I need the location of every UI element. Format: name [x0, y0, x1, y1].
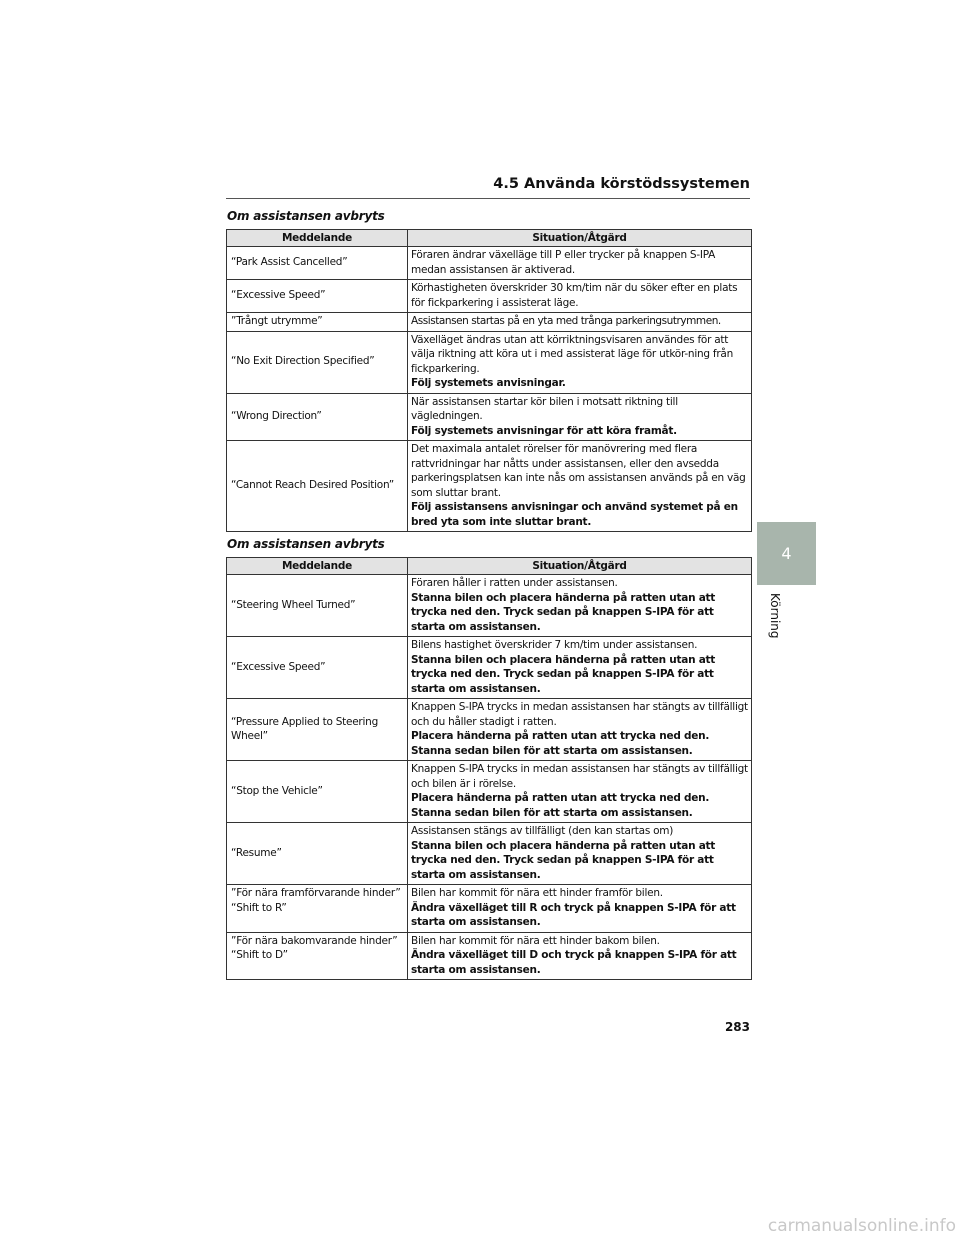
table-header-row	[227, 230, 752, 247]
message-cell	[227, 885, 408, 933]
page-number: 283	[724, 1020, 750, 1034]
situation-cell	[408, 885, 752, 933]
message-text: ”Trångt utrymme”	[231, 315, 323, 327]
message-cell	[227, 280, 408, 313]
message-table-1	[226, 229, 752, 532]
section-title-2: Om assistansen avbryts	[227, 537, 385, 551]
action-text: Stanna bilen och placera händerna på ratten utan att trycka ned den. Tryck sedan på knappen S-IPA för att starta om assistansen.	[411, 653, 716, 695]
message-text: “Excessive Speed”	[231, 660, 326, 673]
message-text: “Excessive Speed”	[231, 289, 326, 302]
action-text: Följ assistansens anvisningar och använd systemet på en bred yta som inte sluttar brant.	[411, 501, 738, 528]
situation-text: Bilen har kommit för nära ett hinder framför bilen.	[411, 887, 663, 899]
situation-text: Bilens hastighet överskrider 7 km/tim under assistansen.	[411, 639, 698, 651]
message-text: “Steering Wheel Turned”	[231, 598, 356, 611]
table-row	[227, 823, 752, 885]
message-cell	[227, 247, 408, 280]
message-cell	[227, 313, 408, 332]
situation-text: Det maximala antalet rörelser för manövrering med flera rattvridningar har nåtts under assistansen, eller den avsedda parkeringsplatsen kan inte nås om assistansen används på en väg som sluttar brant.	[411, 443, 746, 499]
situation-cell	[408, 393, 752, 441]
message-text: “Wrong Direction”	[231, 410, 322, 422]
message-text: “Pressure Applied to Steering Wheel”	[231, 715, 378, 742]
table-row	[227, 885, 752, 933]
situation-text: Bilen har kommit för nära ett hinder bakom bilen.	[411, 934, 660, 947]
watermark: carmanualsonline.info	[767, 1216, 956, 1236]
situation-text: Föraren håller i ratten under assistansen.	[411, 577, 618, 589]
column-header-message: Meddelande	[227, 230, 408, 247]
situation-cell	[408, 331, 752, 393]
message-cell	[227, 441, 408, 532]
situation-cell	[408, 637, 752, 699]
table-row	[227, 280, 752, 313]
column-header-situation: Situation/Åtgärd	[408, 558, 752, 575]
table-row	[227, 575, 752, 637]
situation-cell	[408, 575, 752, 637]
action-text: Placera händerna på ratten utan att trycka ned den. Stanna sedan bilen för att starta om assistansen.	[411, 730, 710, 757]
message-table-2	[226, 557, 752, 980]
situation-text: Assistansen stängs av tillfälligt (den kan startas om)	[411, 825, 674, 837]
table-row	[227, 699, 752, 761]
situation-text: När assistansen startar kör bilen i motsatt riktning till vägledningen.	[411, 395, 678, 422]
page-header-title: 4.5 Använda körstödssystemen	[493, 176, 750, 192]
message-text: ”För nära bakomvarande hinder” “Shift to D”	[231, 934, 398, 961]
situation-text: Föraren ändrar växelläge till P eller trycker på knappen S-IPA medan assistansen är aktiverad.	[411, 249, 716, 276]
message-cell	[227, 932, 408, 980]
chapter-label: Körning	[768, 593, 782, 639]
situation-cell	[408, 823, 752, 885]
table-row	[227, 441, 752, 532]
message-cell	[227, 637, 408, 699]
table-row	[227, 247, 752, 280]
message-text: “Resume”	[231, 846, 282, 859]
message-text: “Cannot Reach Desired Position”	[231, 479, 394, 492]
message-cell	[227, 575, 408, 637]
situation-cell	[408, 932, 752, 980]
message-cell	[227, 393, 408, 441]
action-text: Följ systemets anvisningar.	[411, 377, 566, 389]
situation-text: Assistansen startas på en yta med trånga parkeringsutrymmen.	[411, 315, 721, 327]
action-text: Stanna bilen och placera händerna på ratten utan att trycka ned den. Tryck sedan på knappen S-IPA för att starta om assistansen.	[411, 839, 716, 881]
header-divider	[226, 198, 750, 199]
message-text: ”För nära framförvarande hinder” “Shift to R”	[231, 887, 401, 914]
table-header-row	[227, 558, 752, 575]
chapter-number: 4	[781, 544, 792, 563]
message-cell	[227, 331, 408, 393]
message-cell	[227, 761, 408, 823]
table-row	[227, 637, 752, 699]
table-row	[227, 932, 752, 980]
situation-cell	[408, 247, 752, 280]
situation-cell	[408, 761, 752, 823]
situation-text: Körhastigheten överskrider 30 km/tim när du söker efter en plats för fickparkering i assisterat läge.	[411, 282, 738, 309]
section-title-1: Om assistansen avbryts	[227, 209, 385, 223]
situation-cell	[408, 441, 752, 532]
message-cell	[227, 699, 408, 761]
situation-text: Knappen S-IPA trycks in medan assistansen har stängts av tillfälligt och du håller stadigt i ratten.	[411, 701, 748, 728]
message-text: “Park Assist Cancelled”	[231, 256, 348, 269]
action-text: Ändra växelläget till D och tryck på knappen S-IPA för att starta om assistansen.	[411, 949, 737, 976]
message-text: “Stop the Vehicle”	[231, 784, 323, 797]
table-row	[227, 331, 752, 393]
situation-text: Växelläget ändras utan att körriktningsvisaren användes för att välja riktning att köra ut i med assisterat läge för utkör-ning från fickparkering.	[411, 333, 733, 375]
column-header-situation: Situation/Åtgärd	[408, 230, 752, 247]
table-row	[227, 393, 752, 441]
message-text: “No Exit Direction Specified”	[231, 355, 375, 368]
action-text: Ändra växelläget till R och tryck på knappen S-IPA för att starta om assistansen.	[411, 901, 736, 928]
table-row	[227, 313, 752, 332]
situation-cell	[408, 699, 752, 761]
action-text: Följ systemets anvisningar för att köra framåt.	[411, 424, 677, 437]
table-row	[227, 761, 752, 823]
action-text: Stanna bilen och placera händerna på ratten utan att trycka ned den. Tryck sedan på knappen S-IPA för att starta om assistansen.	[411, 591, 716, 633]
situation-cell	[408, 313, 752, 332]
column-header-message: Meddelande	[227, 558, 408, 575]
action-text: Placera händerna på ratten utan att trycka ned den. Stanna sedan bilen för att starta om assistansen.	[411, 792, 710, 819]
situation-text: Knappen S-IPA trycks in medan assistansen har stängts av tillfälligt och bilen är i rörelse.	[411, 763, 748, 790]
situation-cell	[408, 280, 752, 313]
message-cell	[227, 823, 408, 885]
